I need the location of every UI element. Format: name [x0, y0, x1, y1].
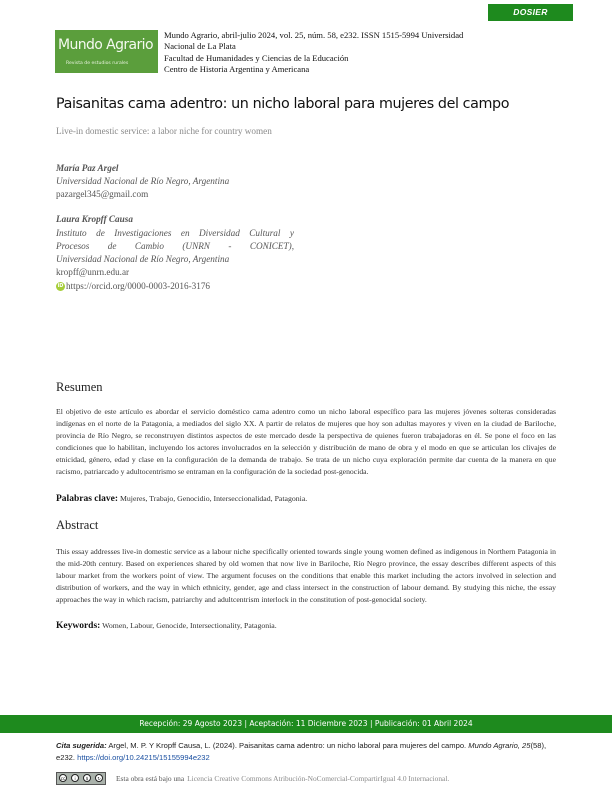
keywords-list: Women, Labour, Genocide, Intersectionality, Patagonia.	[102, 621, 277, 630]
by-icon: i	[71, 774, 79, 782]
orcid-icon: iD	[57, 283, 64, 289]
doi-link[interactable]: https://doi.org/10.24215/15155994e232	[77, 752, 210, 762]
article-title: Paisanitas cama adentro: un nicho laboral para mujeres del campo	[56, 96, 510, 112]
abstract-text: This essay addresses live-in domestic service as a labour niche specifically oriented towards single young women defined as indigenous in Northern Patagonia in the mid-20th century. Based on experiences shared by old women that now live in Bariloche, Río Negro province, the essay describes different aspects of this labour market from the workers point of view. The argument focuses on the conditions that enable this market including the actors involved in selection and distribution of workers, and the way in which ethnicity, gender, age and class intersect in the construction of labour demand. By studying this niche, the essay approaches the way in which racism, patriarchy and adultcentrism interlock in the constitution of post-genocidal society.	[56, 547, 556, 604]
logo-subtitle: Revista de estudios rurales	[66, 61, 129, 66]
cc-license-icon[interactable]	[56, 772, 106, 785]
citation-journal: Mundo Agrario, 25	[468, 741, 531, 750]
cc-icon: cc	[60, 775, 66, 781]
suggested-citation	[56, 740, 556, 763]
abstract-heading: Abstract	[56, 518, 99, 532]
section-badge: DOSIER	[488, 4, 573, 21]
author-name: Laura Kropff Causa	[56, 214, 133, 224]
header-line: Nacional de La Plata	[164, 41, 236, 52]
author-email[interactable]: kropff@unrn.edu.ar	[56, 267, 130, 277]
resumen-text: El objetivo de este artículo es abordar el servicio doméstico cama adentro como un nicho laboral específico para las mujeres jóvenes solteras consideradas indígenas en el norte de la Patagonia, a mediados del siglo XX. A partir de relatos de mujeres que hoy son adultas mayores y viven en la ciudad de Bariloche, provincia de Río Negro, se reconstruyen distintos aspectos de este mercado desde la perspectiva de quienes fueron trabajadoras en él. Se pone el foco en las condiciones que lo habilitan, incluyendo los actores involucrados en la selección y distribución de mano de obra y el modo en que se articulan los clivajes de etnicidad, género, edad y clase en la configuración de la demanda de trabajo. Se trata de un nicho cuya exploración permite dar cuenta de la manera en que racismo, patriarcado y adultocentrismo se entraman en la configuración de la sociedad post-genocida.	[56, 407, 556, 476]
abstract-keywords	[56, 621, 277, 631]
author-affiliation: Procesos de Cambio (UNRN - CONICET),	[56, 241, 294, 251]
citation-text: Argel, M. P. Y Kropff Causa, L. (2024). Paisanitas cama adentro: un nicho laboral para mujeres del campo.	[108, 741, 467, 750]
header-line: Mundo Agrario, abril-julio 2024, vol. 25, núm. 58, e232. ISSN 1515-5994 Universidad	[164, 30, 464, 40]
author-email[interactable]: pazargel345@gmail.com	[56, 189, 149, 199]
author-affiliation: Universidad Nacional de Río Negro, Argentina	[56, 176, 230, 186]
logo-title: Mundo Agrario	[58, 37, 153, 53]
resumen-heading: Resumen	[56, 380, 103, 394]
license-prefix: Esta obra está bajo una	[116, 773, 185, 783]
keywords-label: Keywords:	[56, 621, 101, 631]
orcid-link[interactable]	[56, 281, 210, 291]
author-name: María Paz Argel	[56, 163, 119, 173]
header-line: Facultad de Humanidades y Ciencias de la Educación	[164, 52, 349, 63]
resumen-keywords	[56, 494, 307, 504]
journal-header	[164, 30, 524, 75]
header-line: Centro de Historia Argentina y Americana	[164, 63, 310, 74]
author-affiliation: Instituto de Investigaciones en Diversidad Cultural y	[56, 228, 294, 238]
nc-icon: $	[83, 774, 91, 782]
license-notice	[56, 771, 449, 785]
journal-logo	[55, 30, 158, 73]
license-link[interactable]: Licencia Creative Commons Atribución-NoComercial-CompartirIgual 4.0 Internacional.	[187, 773, 450, 783]
citation-label: Cita sugerida:	[56, 741, 107, 750]
orcid-url[interactable]: https://orcid.org/0000-0003-2016-3176	[66, 281, 211, 291]
author-affiliation: Universidad Nacional de Río Negro, Argentina	[56, 254, 230, 264]
publication-dates: Recepción: 29 Agosto 2023 | Aceptación: 11 Diciembre 2023 | Publicación: 01 Abril 2024	[0, 715, 612, 733]
article-subtitle: Live-in domestic service: a labor niche for country women	[56, 126, 272, 136]
keywords-label: Palabras clave:	[56, 494, 119, 504]
keywords-list: Mujeres, Trabajo, Genocidio, Interseccionalidad, Patagonia.	[119, 494, 308, 503]
citation-issue: (58), e232.	[56, 741, 547, 762]
sa-icon: ↻	[95, 774, 103, 782]
